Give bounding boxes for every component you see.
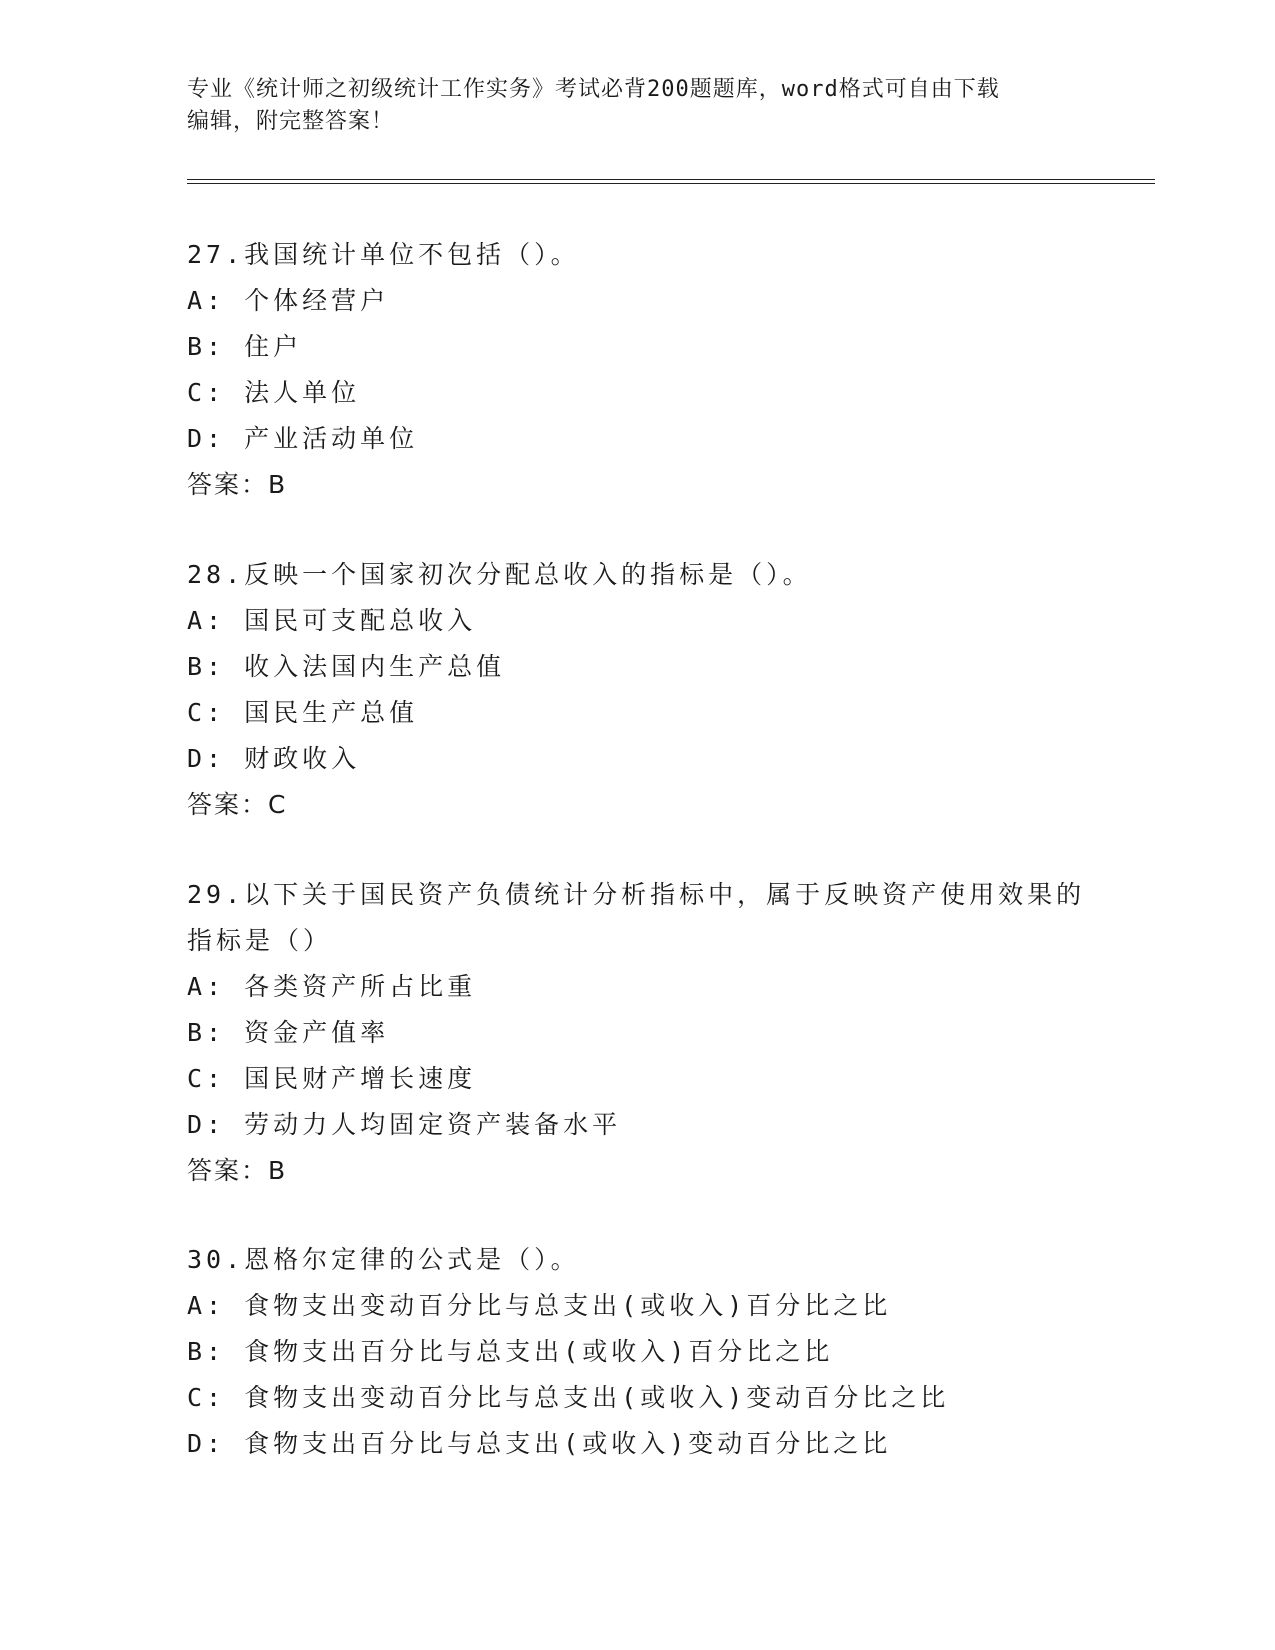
- option-b: B: 资金产值率: [187, 1018, 390, 1047]
- answer-text: 答案：B: [187, 470, 288, 499]
- option-d: D: 财政收入: [187, 744, 361, 773]
- question-stem: 27.我国统计单位不包括（）。: [187, 240, 580, 269]
- option-c: C: 国民生产总值: [187, 698, 419, 727]
- header-line-1: 专业《统计师之初级统计工作实务》考试必背200题题库，word格式可自由下载: [187, 77, 1000, 102]
- option-c: C: 国民财产增长速度: [187, 1064, 477, 1093]
- header-divider-bottom: [187, 183, 1155, 184]
- header-divider-top: [187, 179, 1155, 180]
- question-stem: 28.反映一个国家初次分配总收入的指标是（）。: [187, 560, 812, 589]
- option-a: A: 食物支出变动百分比与总支出(或收入)百分比之比: [187, 1291, 892, 1320]
- option-d: D: 劳动力人均固定资产装备水平: [187, 1110, 622, 1139]
- option-b: B: 住户: [187, 332, 303, 361]
- question-28: [187, 552, 1087, 828]
- option-a: A: 个体经营户: [187, 286, 390, 315]
- answer-text: 答案：B: [187, 1156, 288, 1185]
- question-stem: 30.恩格尔定律的公式是（）。: [187, 1245, 580, 1274]
- option-d: D: 食物支出百分比与总支出(或收入)变动百分比之比: [187, 1429, 892, 1458]
- question-stem-line-1: 29.以下关于国民资产负债统计分析指标中，属于反映资产使用效果的: [187, 880, 1086, 909]
- header-line-2: 编辑，附完整答案！: [187, 109, 395, 134]
- option-b: B: 食物支出百分比与总支出(或收入)百分比之比: [187, 1337, 834, 1366]
- question-30: [187, 1237, 1087, 1467]
- question-stem-line-2: 指标是（）: [187, 926, 333, 955]
- option-d: D: 产业活动单位: [187, 424, 419, 453]
- option-c: C: 食物支出变动百分比与总支出(或收入)变动百分比之比: [187, 1383, 950, 1412]
- answer-text: 答案：C: [187, 790, 288, 819]
- question-29: [187, 872, 1087, 1194]
- option-a: A: 各类资产所占比重: [187, 972, 477, 1001]
- question-27: [187, 232, 1087, 508]
- option-c: C: 法人单位: [187, 378, 361, 407]
- document-header: [187, 74, 1087, 138]
- option-b: B: 收入法国内生产总值: [187, 652, 506, 681]
- option-a: A: 国民可支配总收入: [187, 606, 477, 635]
